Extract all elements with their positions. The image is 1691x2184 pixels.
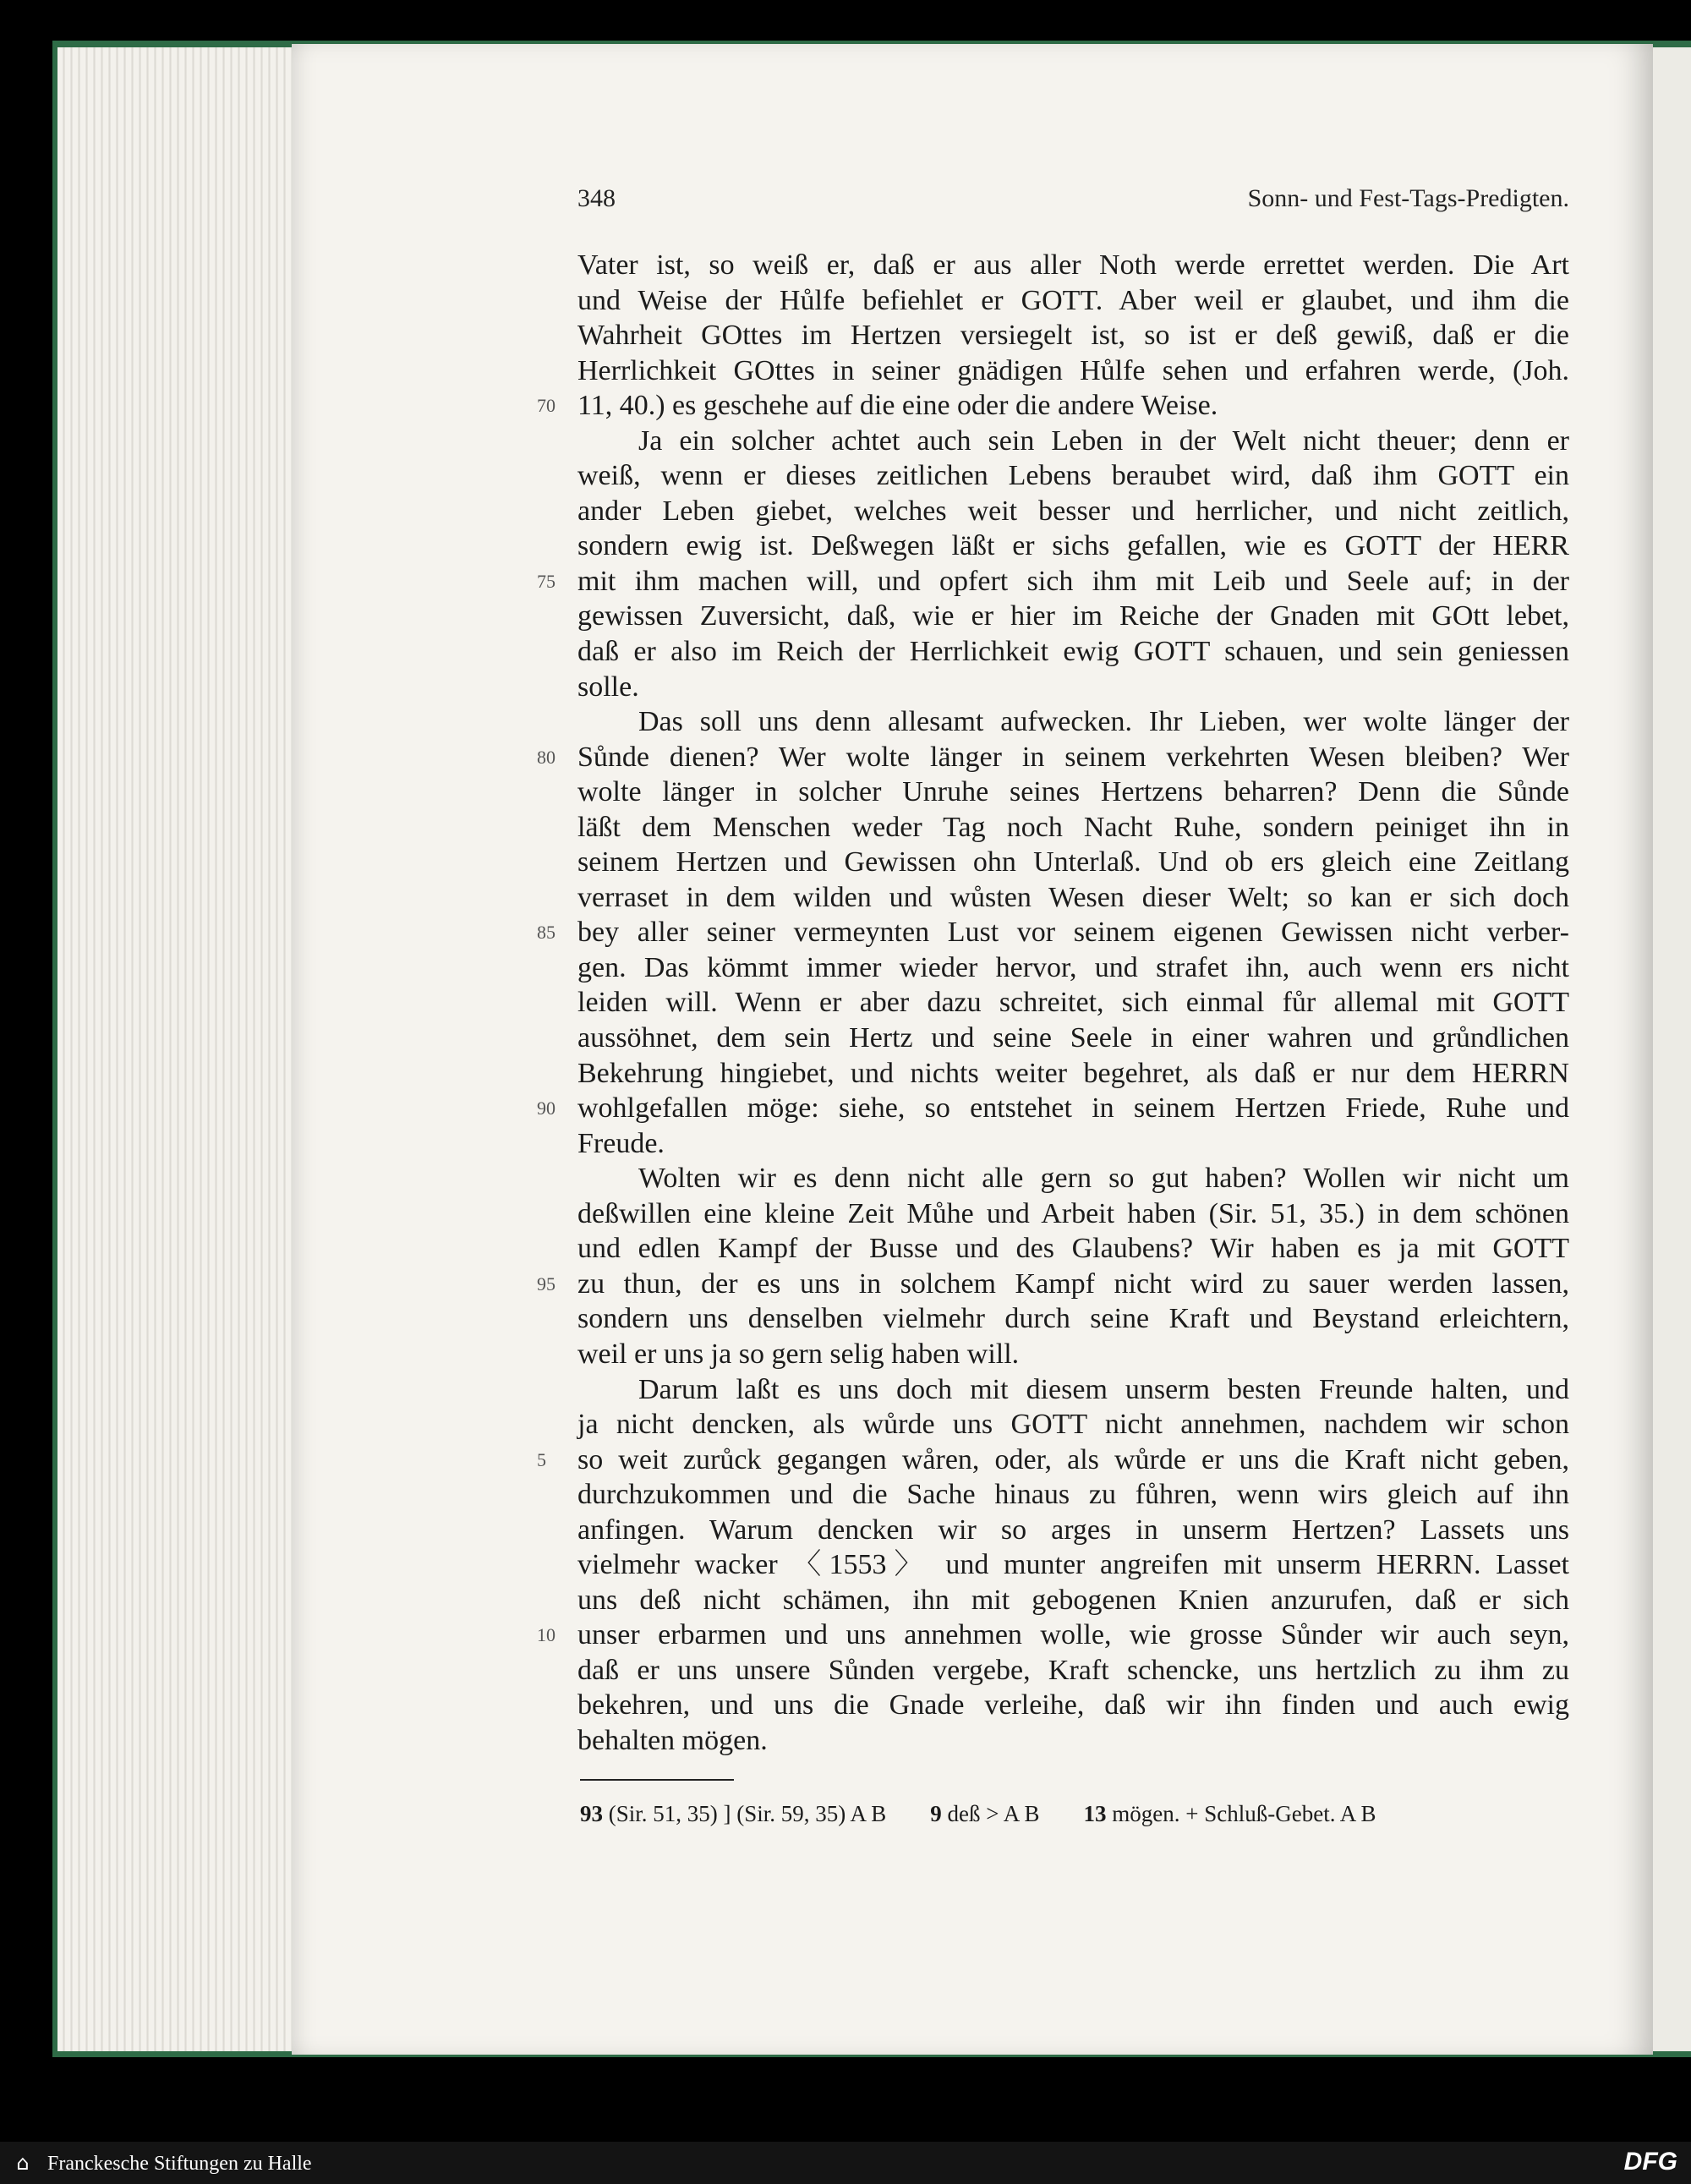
- line-text: zu thun, der es uns in solchem Kampf nicht wird zu sauer werden lassen,: [577, 1267, 1569, 1300]
- line-text: aussöhnet, dem sein Hertz und seine Seele in einer wahren und grůndlichen: [577, 1022, 1569, 1054]
- line-text: Sůnde dienen? Wer wolte länger in seinem verkehrten Wesen bleiben? Wer: [577, 741, 1569, 773]
- line-text: deßwillen eine kleine Zeit Můhe und Arbeit haben (Sir. 51, 35.) in dem schönen: [577, 1197, 1569, 1229]
- line-text: Herrlichkeit GOttes in seiner gnädigen Hůlfe sehen und erfahren werde, (Joh.: [577, 354, 1569, 386]
- running-head: [577, 184, 1569, 222]
- text-line: [577, 1301, 1569, 1337]
- text-line: [537, 915, 1569, 950]
- text-line: [537, 1267, 1569, 1302]
- line-text: wohlgefallen möge: siehe, so entstehet in seinem Hertzen Friede, Ruhe und: [577, 1092, 1569, 1125]
- line-text: Freude.: [577, 1127, 665, 1159]
- line-number: 5: [537, 1448, 546, 1470]
- line-text: verraset in dem wilden und wůsten Wesen dieser Welt; so kan er sich doch: [577, 881, 1569, 913]
- line-text: uns deß nicht schämen, ihn mit gebogenen Knien anzurufen, daß er sich: [577, 1584, 1569, 1616]
- line-text: Ja ein solcher achtet auch sein Leben in der Welt nicht theuer; denn er: [638, 424, 1569, 457]
- line-text: und edlen Kampf der Busse und des Glaubens? Wir haben es ja mit GOTT: [577, 1233, 1569, 1265]
- line-number: 85: [537, 922, 555, 944]
- line-text: bey aller seiner vermeynten Lust vor seinem eigenen Gewissen nicht verber-: [577, 917, 1569, 949]
- line-text: 11, 40.) es geschehe auf die eine oder die andere Weise.: [577, 390, 1218, 422]
- line-text: mit ihm machen will, und opfert sich ihm mit Leib und Seele auf; in der: [577, 565, 1569, 597]
- footnote-text: deß > A B: [941, 1801, 1040, 1826]
- text-line: [537, 740, 1569, 775]
- text-line: [577, 1688, 1569, 1723]
- line-number: 10: [537, 1624, 555, 1646]
- text-line: [577, 880, 1569, 916]
- line-number: 95: [537, 1273, 555, 1295]
- facing-page-edge: [1653, 47, 1691, 2051]
- text-line: [577, 353, 1569, 389]
- text-line: [577, 704, 1569, 740]
- line-text: so weit zurůck gegangen wåren, oder, als wůrde er uns die Kraft nicht geben,: [577, 1443, 1569, 1475]
- line-number: 90: [537, 1097, 555, 1119]
- line-text: Das soll uns denn allesamt aufwecken. Ihr Lieben, wer wolte länger der: [638, 706, 1569, 738]
- text-line: [577, 1231, 1569, 1267]
- footnote-text: (Sir. 51, 35) ] (Sir. 59, 35) A B: [603, 1801, 887, 1826]
- footnote-number: 93: [580, 1801, 603, 1826]
- line-text: Vater ist, so weiß er, daß er aus aller Noth werde errettet werden. Die Art: [577, 249, 1569, 281]
- line-text: sondern uns denselben vielmehr durch seine Kraft und Beystand erleichtern,: [577, 1303, 1569, 1335]
- line-text: ander Leben giebet, welches weit besser und herrlicher, und nicht zeitlich,: [577, 495, 1569, 527]
- building-icon: ⌂: [16, 2151, 30, 2175]
- body-text: [537, 248, 1569, 1759]
- line-text: Darum laßt es uns doch mit diesem unserm besten Freunde halten, und: [638, 1373, 1569, 1405]
- footnote-number: 13: [1083, 1801, 1107, 1826]
- text-line: [577, 950, 1569, 986]
- footnote-rule: [580, 1779, 734, 1781]
- line-text: bekehren, und uns die Gnade verleihe, daß wir ihn finden und auch ewig: [577, 1689, 1569, 1721]
- text-line: [577, 1161, 1569, 1196]
- line-text: solle.: [577, 671, 639, 703]
- line-number: 70: [537, 395, 555, 417]
- text-line: [577, 1583, 1569, 1618]
- line-text: daß er also im Reich der Herrlichkeit ewig GOTT schauen, und sein geniessen: [577, 636, 1569, 668]
- text-line: [577, 985, 1569, 1021]
- line-number: 80: [537, 746, 555, 768]
- text-line: [577, 1547, 1569, 1583]
- text-line: [577, 248, 1569, 283]
- footnote-number: 9: [930, 1801, 942, 1826]
- line-text: weil er uns ja so gern selig haben will.: [577, 1338, 1020, 1370]
- text-line: [577, 318, 1569, 353]
- text-line: [537, 1442, 1569, 1478]
- footnote: [930, 1801, 1039, 1826]
- text-line: [577, 599, 1569, 634]
- text-line: [577, 1477, 1569, 1513]
- text-line: [577, 1196, 1569, 1232]
- page-number: 348: [577, 184, 616, 212]
- text-line: [577, 1407, 1569, 1442]
- text-line: [577, 845, 1569, 880]
- text-line: [577, 1021, 1569, 1056]
- line-text: Wahrheit GOttes im Hertzen versiegelt ist, so ist er deß gewiß, daß er die: [577, 320, 1569, 352]
- line-text: seinem Hertzen und Gewissen ohn Unterlaß. Und ob ers gleich eine Zeitlang: [577, 846, 1569, 879]
- text-line: [577, 458, 1569, 494]
- line-text: behalten mögen.: [577, 1724, 768, 1756]
- line-number: 75: [537, 570, 555, 592]
- footnotes: [580, 1801, 1569, 1835]
- text-line: [577, 1723, 1569, 1759]
- text-line: [577, 1653, 1569, 1689]
- text-line: [577, 670, 1569, 705]
- text-line: [537, 388, 1569, 424]
- dfg-logo: DFG: [1623, 2148, 1677, 2176]
- footnote: [1084, 1801, 1376, 1826]
- institution-name: Franckesche Stiftungen zu Halle: [47, 2153, 312, 2175]
- line-text: weiß, wenn er dieses zeitlichen Lebens beraubet wird, daß ihm GOTT ein: [577, 460, 1569, 492]
- line-text: gewissen Zuversicht, daß, wie er hier im Reiche der Gnaden mit GOtt lebet,: [577, 600, 1569, 632]
- line-text: und Weise der Hůlfe befiehlet er GOTT. Aber weil er glaubet, und ihm die: [577, 284, 1569, 316]
- line-text: Bekehrung hingiebet, und nichts weiter begehret, als daß er nur dem HERRN: [577, 1057, 1569, 1089]
- line-text: sondern ewig ist. Deßwegen läßt er sichs gefallen, wie es GOTT der HERR: [577, 530, 1569, 562]
- text-line: [577, 810, 1569, 846]
- text-line: [577, 283, 1569, 319]
- running-title: Sonn- und Fest-Tags-Predigten.: [1247, 184, 1569, 212]
- line-text: vielmehr wacker 〈1553〉 und munter angreifen mit unserm HERRN. Lasset: [577, 1549, 1569, 1581]
- line-text: unser erbarmen und uns annehmen wolle, wie grosse Sůnder wir auch seyn,: [577, 1619, 1569, 1651]
- footnote-text: mögen. + Schluß-Gebet. A B: [1106, 1801, 1376, 1826]
- page-edges: [57, 47, 303, 2051]
- text-line: [537, 564, 1569, 599]
- line-text: wolte länger in solcher Unruhe seines Hertzens beharren? Denn die Sůnde: [577, 776, 1569, 808]
- text-line: [577, 634, 1569, 670]
- text-line: [577, 494, 1569, 529]
- line-text: ja nicht dencken, als wůrde uns GOTT nicht annehmen, nachdem wir schon: [577, 1409, 1569, 1441]
- text-line: [577, 1372, 1569, 1408]
- text-line: [537, 1091, 1569, 1126]
- text-line: [577, 1513, 1569, 1548]
- line-text: Wolten wir es denn nicht alle gern so gut haben? Wollen wir nicht um: [638, 1163, 1569, 1195]
- text-line: [577, 775, 1569, 810]
- text-line: [537, 1617, 1569, 1653]
- text-line: [577, 1126, 1569, 1162]
- footnote: [580, 1801, 886, 1826]
- text-line: [577, 528, 1569, 564]
- line-text: anfingen. Warum dencken wir so arges in unserm Hertzen? Lassets uns: [577, 1513, 1569, 1546]
- line-text: durchzukommen und die Sache hinaus zu fůhren, wenn wirs gleich auf ihn: [577, 1479, 1569, 1511]
- line-text: daß er uns unsere Sůnden vergebe, Kraft schencke, uns hertzlich zu ihm zu: [577, 1654, 1569, 1686]
- text-line: [577, 1056, 1569, 1092]
- line-text: gen. Das kömmt immer wieder hervor, und strafet ihn, auch wenn ers nicht: [577, 951, 1569, 983]
- text-line: [577, 424, 1569, 459]
- line-text: leiden will. Wenn er aber dazu schreitet, sich einmal fůr allemal mit GOTT: [577, 987, 1569, 1019]
- text-line: [577, 1337, 1569, 1372]
- line-text: läßt dem Menschen weder Tag noch Nacht Ruhe, sondern peiniget ihn in: [577, 811, 1569, 843]
